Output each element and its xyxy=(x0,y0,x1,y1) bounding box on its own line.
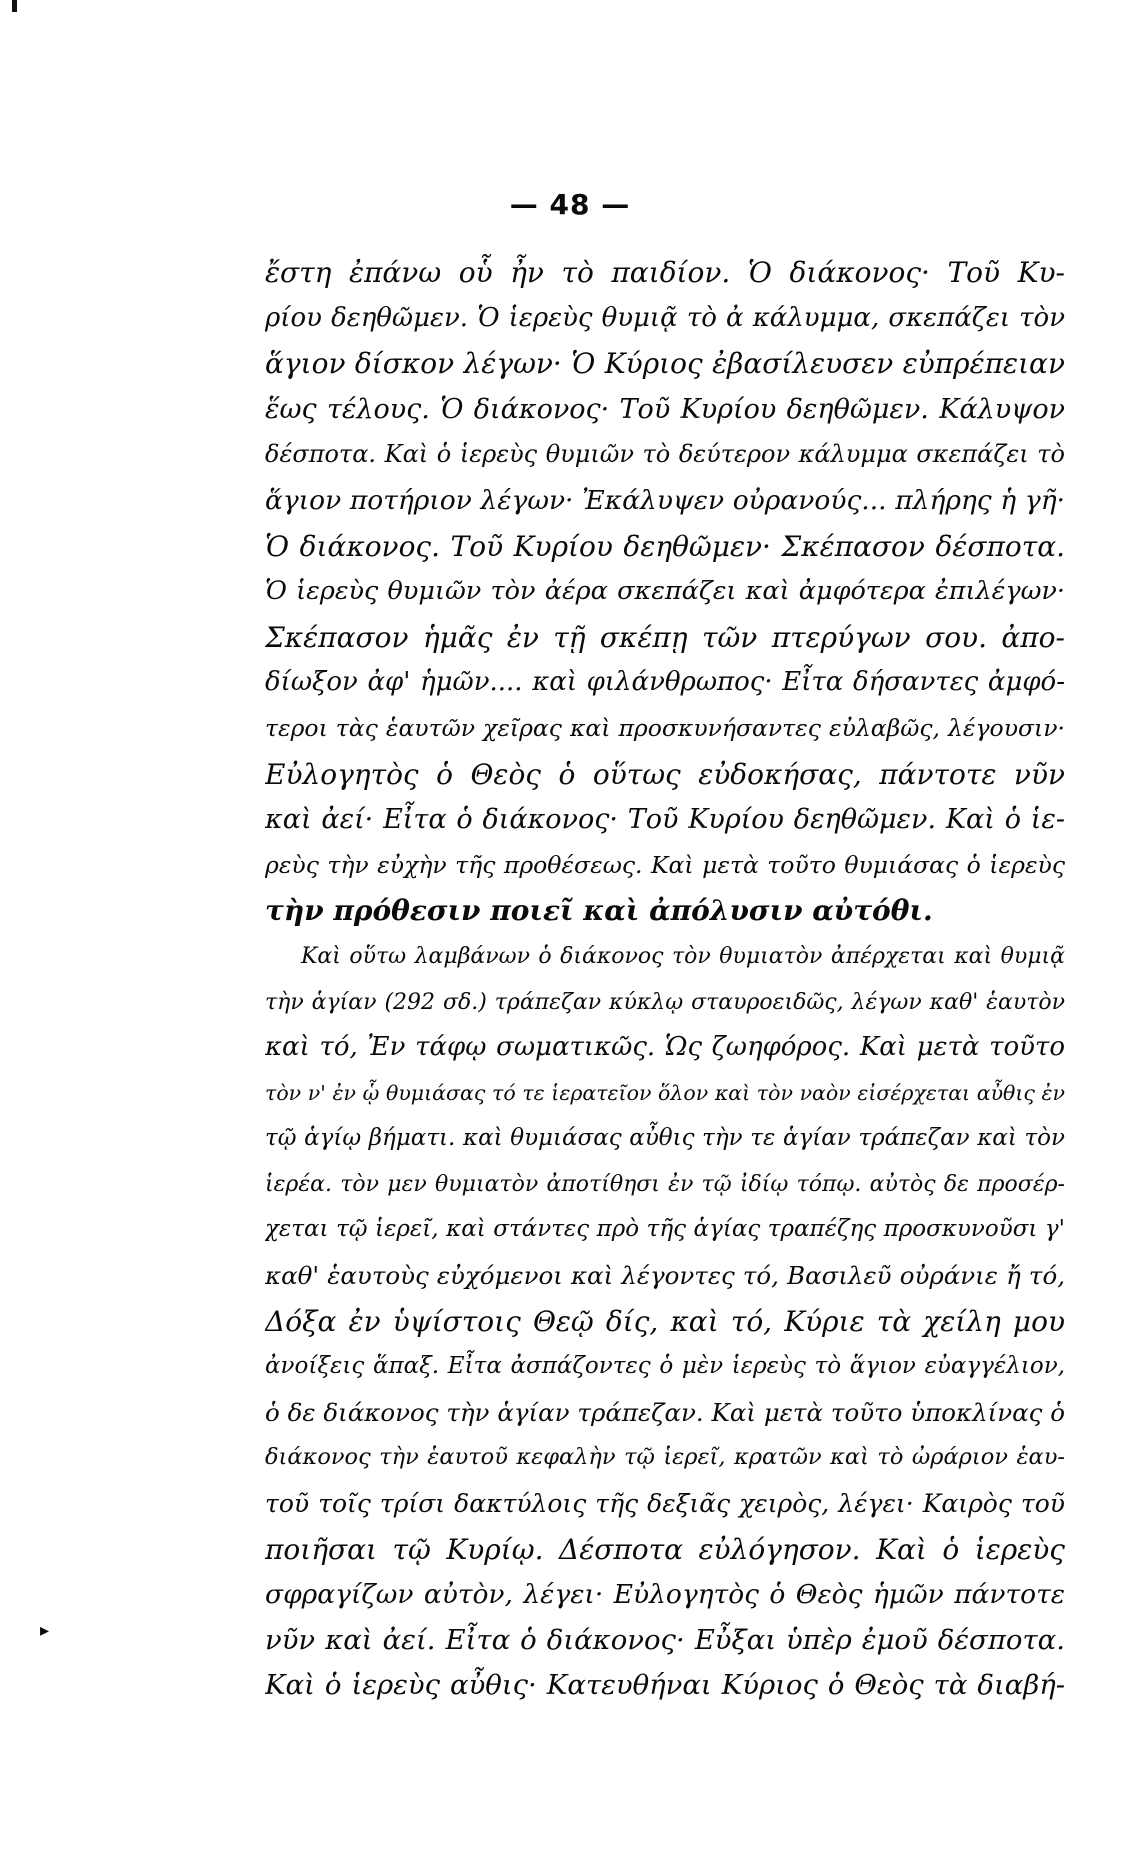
text-line: χεται τῷ ἱερεῖ, καὶ στάντες πρὸ τῆς ἁγίας τραπέζης προσκυνοῦσι γ' xyxy=(265,1216,1065,1243)
text-line: καὶ τό, Ἐν τάφῳ σωματικῶς. Ὡς ζωηφόρος. Καὶ μετὰ τοῦτο xyxy=(265,1032,1065,1063)
text-line: τὴν πρόθεσιν ποιεῖ καὶ ἀπόλυσιν αὐτόθι. xyxy=(265,894,933,928)
text-line: ἔστη ἐπάνω οὗ ἦν τὸ παιδίον. Ὁ διάκονος· Τοῦ Κυ- xyxy=(265,256,1065,289)
edge-mark xyxy=(12,0,17,12)
text-line: ποιῆσαι τῷ Κυρίῳ. Δέσποτα εὐλόγησον. Καὶ ὁ ἱερεὺς xyxy=(265,1532,1065,1566)
text-line: ἕως τέλους. Ὁ διάκονος· Τοῦ Κυρίου δεηθῶμεν. Κάλυψον xyxy=(265,393,1065,425)
text-line: Δόξα ἐν ὑψίστοις Θεῷ δίς, καὶ τό, Κύριε τὰ χείλη μου xyxy=(265,1304,1065,1338)
text-line: ἱερέα. τὸν μεν θυμιατὸν ἀποτίθησι ἐν τῷ ἰδίῳ τόπῳ. αὐτὸς δε προσέρ- xyxy=(265,1171,1065,1197)
text-line: τὴν ἁγίαν (292 σδ.) τράπεζαν κύκλῳ σταυροειδῶς, λέγων καθ' ἑαυτὸν xyxy=(265,989,1065,1015)
text-line: νῦν καὶ ἀεί. Εἶτα ὁ διάκονος· Εὖξαι ὑπὲρ ἐμοῦ δέσποτα. xyxy=(265,1623,1065,1656)
text-line: τεροι τὰς ἑαυτῶν χεῖρας καὶ προσκυνήσαντες εὐλαβῶς, λέγουσιν· xyxy=(265,713,1065,742)
text-line: δέσποτα. Καὶ ὁ ἱερεὺς θυμιῶν τὸ δεύτερον κάλυμμα σκεπάζει τὸ xyxy=(265,440,1065,469)
text-line: Σκέπασον ἡμᾶς ἐν τῇ σκέπῃ τῶν πτερύγων σου. ἀπο- xyxy=(265,620,1065,654)
text-line: καὶ ἀεί· Εἶτα ὁ διάκονος· Τοῦ Κυρίου δεηθῶμεν. Καὶ ὁ ἱε- xyxy=(265,804,1065,836)
text-line: ἅγιον ποτήριον λέγων· Ἐκάλυψεν οὐρανούς... πλήρης ἡ γῆ· xyxy=(265,484,1065,516)
text-line: τῷ ἁγίῳ βήματι. καὶ θυμιάσας αὖθις τὴν τε ἁγίαν τράπεζαν καὶ τὸν xyxy=(265,1125,1065,1152)
text-line: δίωξον ἀφ' ἡμῶν.... καὶ φιλάνθρωπος· Εἶτα δήσαντες ἀμφό- xyxy=(265,667,1065,698)
text-line: ρίου δεηθῶμεν. Ὁ ἱερεὺς θυμιᾷ τὸ ἀ κάλυμμα, σκεπάζει τὸν xyxy=(265,302,1065,333)
body-text xyxy=(265,250,1065,1709)
text-line: Καὶ οὕτω λαμβάνων ὁ διάκονος τὸν θυμιατὸν ἀπέρχεται καὶ θυμιᾷ xyxy=(301,943,1065,969)
text-line: ρεὺς τὴν εὐχὴν τῆς προθέσεως. Καὶ μετὰ τοῦτο θυμιάσας ὁ ἱερεὺς xyxy=(265,850,1065,879)
text-line: ὁ δε διάκονος τὴν ἁγίαν τράπεζαν. Καὶ μετὰ τοῦτο ὑποκλίνας ὁ xyxy=(265,1397,1065,1427)
text-line: ἀνοίξεις ἅπαξ. Εἶτα ἀσπάζοντες ὁ μὲν ἱερεὺς τὸ ἅγιον εὐαγγέλιον, xyxy=(265,1353,1065,1380)
text-line: Εὐλογητὸς ὁ Θεὸς ὁ οὕτως εὐδοκήσας, πάντοτε νῦν xyxy=(265,757,1065,791)
text-line: ἅγιον δίσκον λέγων· Ὁ Κύριος ἐβασίλευσεν εὐπρέπειαν xyxy=(265,347,1065,381)
text-line: Ὁ ἱερεὺς θυμιῶν τὸν ἀέρα σκεπάζει καὶ ἀμφότερα ἐπιλέγων· xyxy=(265,576,1065,607)
text-line: τὸν ν' ἐν ᾧ θυμιάσας τό τε ἱερατεῖον ὅλον καὶ τὸν ναὸν εἰσέρχεται αὖθις ἐν xyxy=(265,1080,1065,1105)
page-number: — 48 — xyxy=(509,188,631,221)
text-line: διάκονος τὴν ἑαυτοῦ κεφαλὴν τῷ ἱερεῖ, κρατῶν καὶ τὸ ὠράριον ἑαυ- xyxy=(265,1444,1065,1471)
text-line: καθ' ἑαυτοὺς εὐχόμενοι καὶ λέγοντες τό, Βασιλεῦ οὐράνιε ἤ τό, xyxy=(265,1261,1065,1291)
text-line: Καὶ ὁ ἱερεὺς αὖθις· Κατευθήναι Κύριος ὁ Θεὸς τὰ διαβή- xyxy=(265,1669,1065,1702)
edge-mark: ▸ xyxy=(40,1620,50,1641)
text-line: Ὁ διάκονος. Τοῦ Κυρίου δεηθῶμεν· Σκέπασον δέσποτα. xyxy=(265,529,1065,563)
text-line: σφραγίζων αὐτὸν, λέγει· Εὐλογητὸς ὁ Θεὸς ἡμῶν πάντοτε xyxy=(265,1579,1065,1611)
text-line: τοῦ τοῖς τρίσι δακτύλοις τῆς δεξιᾶς χειρὸς, λέγει· Καιρὸς τοῦ xyxy=(265,1489,1065,1519)
